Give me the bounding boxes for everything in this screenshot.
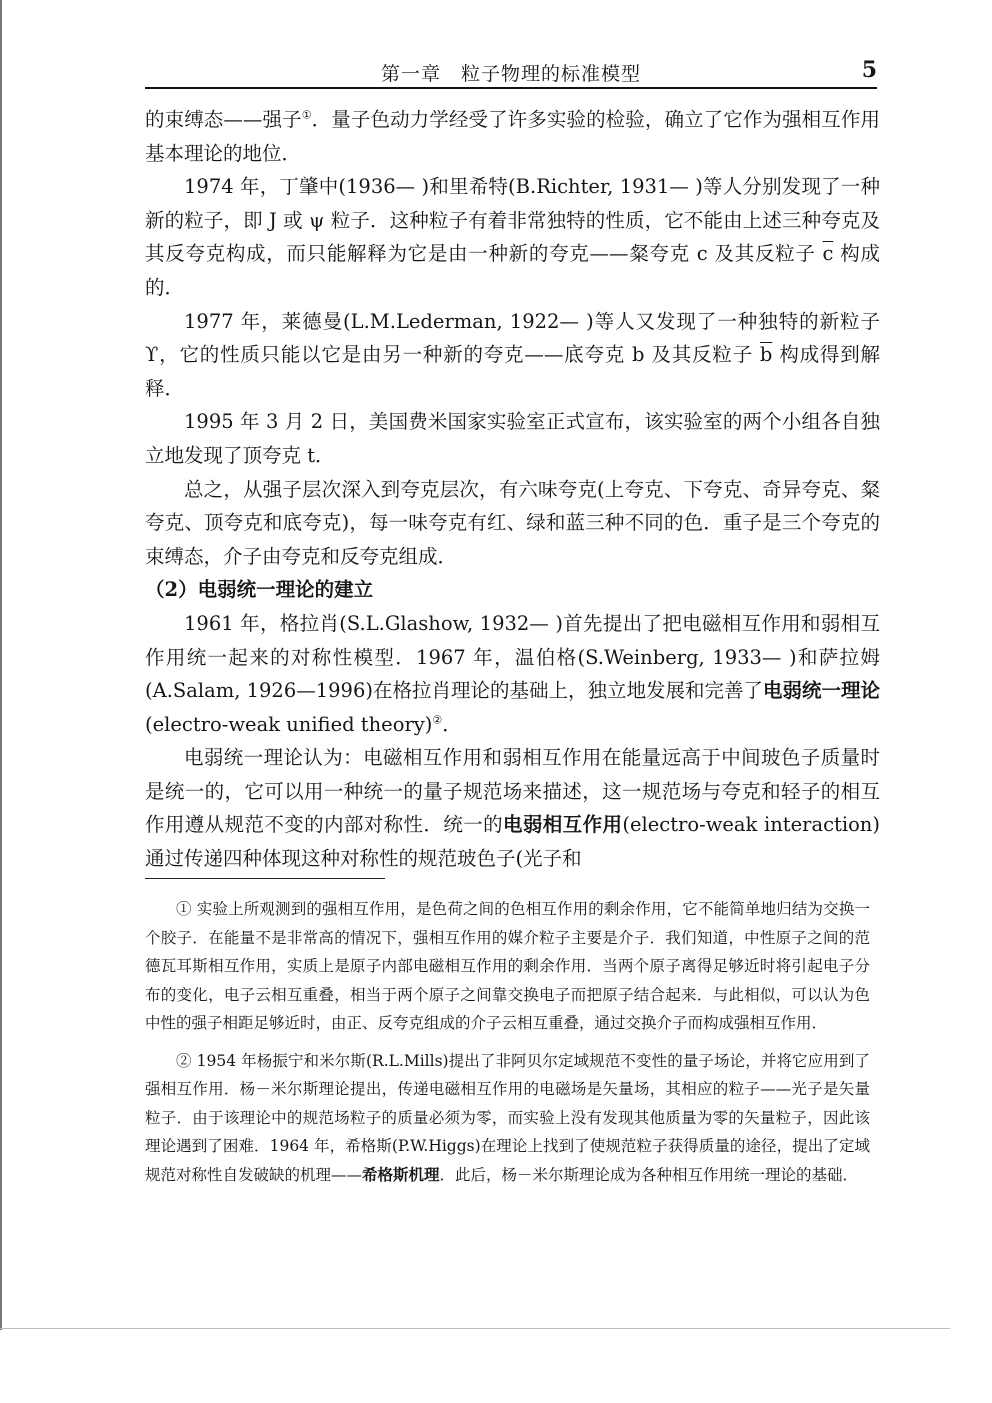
- text-run: (electro-weak interaction)通过传递四种体现这种对称性的规范玻色子(光子和: [145, 813, 880, 871]
- anti-bottom-symbol: $\overline{b}$: [759, 343, 773, 367]
- text-run: 的束缚态——强子: [145, 108, 302, 131]
- page-header: [145, 57, 877, 89]
- text-run: 电弱统一理论认为：电磁相互作用和弱相互作用在能量远高于中间玻色子质量时是统一的，它可以用一种统一的量子规范场来描述，这一规范场与夸克和轻子的相互作用遵从规范不变的内部对称性．统一的: [145, 746, 880, 837]
- footnote-ref-2: ②: [432, 713, 443, 727]
- anti-charm-symbol: $\overline{c}$: [822, 242, 834, 266]
- page-bottom-edge: [0, 1328, 950, 1329]
- paragraph: [145, 103, 880, 170]
- text-run: 构成的．: [145, 242, 880, 299]
- key-term: 希格斯机理: [362, 1164, 440, 1184]
- page-left-edge: [0, 0, 2, 1330]
- key-term: 电弱统一理论: [762, 679, 880, 703]
- text-run: ．此后，杨－米尔斯理论成为各种相互作用统一理论的基础．: [439, 1165, 859, 1184]
- text-run: ．量子色动力学经受了许多实验的检验，确立了它作为强相互作用基本理论的地位．: [145, 108, 880, 165]
- footnote-divider: [145, 878, 385, 879]
- paragraph: [145, 170, 880, 304]
- text-run: ② 1954 年杨振宁和米尔斯(R.L.Mills)提出了非阿贝尔定域规范不变性的量子场论，并将它应用到了强相互作用．杨－米尔斯理论提出，传递电磁相互作用的电磁场是矢量场，其相应的粒子——光子是矢量粒子．由于该理论中的规范场粒子的质量必须为零，而实验上没有发现其他质量为零的矢量粒子，因此该理论遇到了困难．1964 年，希格斯(P.W.Higgs)在理论上找到了使规范粒子获得质量的途径，提出了定域规范对称性自发破缺的机理——: [145, 1051, 870, 1184]
- main-text: [145, 103, 880, 876]
- key-term: 电弱相互作用: [503, 813, 623, 837]
- paragraph: [145, 305, 880, 406]
- footnote-1: ① 实验上所观测到的强相互作用，是色荷之间的色相互作用的剩余作用，它不能简单地归结为交换一个胶子．在能量不是非常高的情况下，强相互作用的媒介粒子主要是介子．我们知道，中性原子之间的范德瓦耳斯相互作用，实质上是原子内部电磁相互作用的剩余作用．当两个原子离得足够近时将引起电子分布的变化，电子云相互重叠，相当于两个原子之间靠交换电子而把原子结合起来．与此相似，可以认为色中性的强子相距足够近时，由正、反夸克组成的介子云相互重叠，通过交换介子而构成强相互作用．: [145, 900, 870, 1032]
- text-run: (electro-weak unified theory): [145, 712, 433, 736]
- text-run: 1961 年，格拉肖(S.L.Glashow, 1932— )首先提出了把电磁相互作用和弱相互作用统一起来的对称性模型．1967 年，温伯格(S.Weinberg, 1933— )和萨拉姆(A.Salam, 1926—1996)在格拉肖理论的基础上，独立地发展和完善了: [145, 611, 880, 703]
- footnotes: [145, 895, 870, 1198]
- paragraph: 总之，从强子层次深入到夸克层次，有六味夸克(上夸克、下夸克、奇异夸克、粲夸克、顶夸克和底夸克)，每一味夸克有红、绿和蓝三种不同的色．重子是三个夸克的束缚态，介子由夸克和反夸克组成．: [145, 477, 880, 568]
- paragraph: 1995 年 3 月 2 日，美国费米国家实验室正式宣布，该实验室的两个小组各自独立地发现了顶夸克 t．: [145, 410, 880, 467]
- footnote-ref-1: ①: [301, 108, 312, 122]
- text-run: ．: [442, 712, 462, 736]
- footnote-2: [145, 1047, 870, 1190]
- section-heading: （2）电弱统一理论的建立: [145, 578, 374, 602]
- paragraph: [145, 607, 880, 741]
- text-run: 1977 年，莱德曼(L.M.Lederman, 1922— )等人又发现了一种独特的新粒子 ϒ，它的性质只能以它是由另一种新的夸克——底夸克 b 及其反粒子: [145, 309, 880, 367]
- text-run: 构成得到解释．: [145, 343, 880, 400]
- page-number: 5: [861, 57, 877, 83]
- text-run: 1974 年，丁肇中(1936— )和里希特(B.Richter, 1931— )等人分别发现了一种新的粒子，即 J 或 ψ 粒子．这种粒子有着非常独特的性质，它不能由上述三种夸克及其反夸克构成，而只能解释为它是由一种新的夸克——粲夸克 c 及其反粒子: [145, 175, 880, 266]
- running-title: 第一章 粒子物理的标准模型: [380, 63, 641, 85]
- paragraph: [145, 741, 880, 875]
